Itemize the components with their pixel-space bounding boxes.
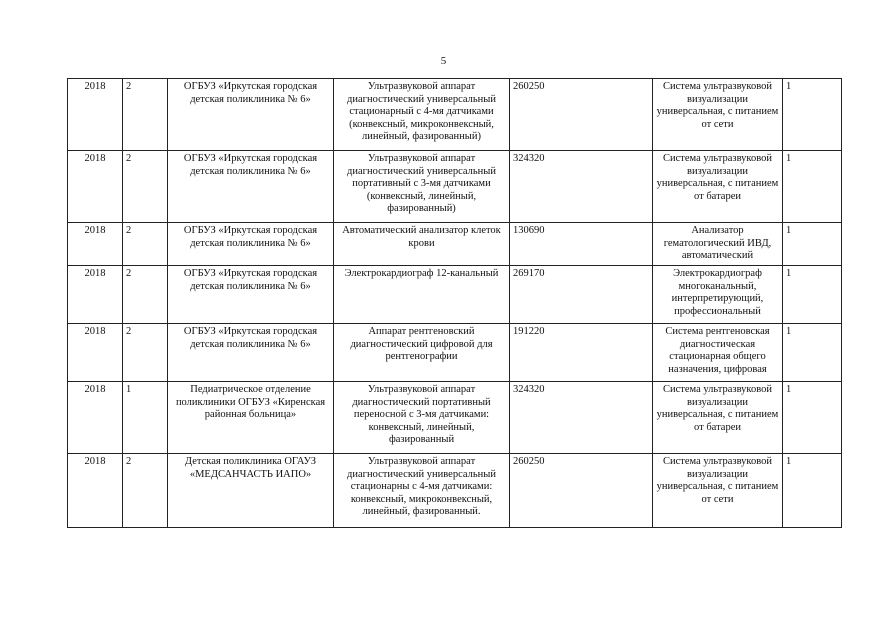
- count-cell: 2: [123, 151, 168, 223]
- classification-cell: Система ультразвуковой визуализации универсальная, с питанием от сети: [653, 79, 783, 151]
- organization-cell: ОГБУЗ «Иркутская городская детская поликлиника № 6»: [168, 324, 334, 382]
- device-cell: Ультразвуковой аппарат диагностический универсальный стационарны с 4-мя датчиками: конвексный, микроконвексный, линейный, фазированный.: [334, 454, 510, 528]
- classification-cell: Анализатор гематологический ИВД, автоматический: [653, 223, 783, 266]
- count-cell: 1: [123, 382, 168, 454]
- table-row: [68, 151, 842, 223]
- quantity-cell: 1: [783, 266, 842, 324]
- code-cell: 260250: [510, 79, 653, 151]
- code-cell: 324320: [510, 151, 653, 223]
- code-cell: 269170: [510, 266, 653, 324]
- quantity-cell: 1: [783, 454, 842, 528]
- device-cell: Ультразвуковой аппарат диагностический универсальный портативный с 3-мя датчиками (конвексный, линейный, фазированный): [334, 151, 510, 223]
- classification-cell: Система ультразвуковой визуализации универсальная, с питанием от батареи: [653, 382, 783, 454]
- code-cell: 260250: [510, 454, 653, 528]
- page-number: 5: [440, 55, 447, 67]
- device-cell: Ультразвуковой аппарат диагностический универсальный стационарный с 4-мя датчиками (конвексный, микроконвексный, линейный, фазированный): [334, 79, 510, 151]
- organization-cell: ОГБУЗ «Иркутская городская детская поликлиника № 6»: [168, 79, 334, 151]
- table-row: [68, 223, 842, 266]
- organization-cell: Педиатрическое отделение поликлиники ОГБУЗ «Киренская районная больница»: [168, 382, 334, 454]
- quantity-cell: 1: [783, 79, 842, 151]
- table-row: [68, 79, 842, 151]
- count-cell: 2: [123, 223, 168, 266]
- year-cell: 2018: [68, 266, 123, 324]
- organization-cell: ОГБУЗ «Иркутская городская детская поликлиника № 6»: [168, 266, 334, 324]
- device-cell: Ультразвуковой аппарат диагностический портативный переносной с 3-мя датчиками: конвексный, линейный, фазированный: [334, 382, 510, 454]
- organization-cell: ОГБУЗ «Иркутская городская детская поликлиника № 6»: [168, 151, 334, 223]
- table-row: [68, 266, 842, 324]
- device-cell: Автоматический анализатор клеток крови: [334, 223, 510, 266]
- classification-cell: Система ультразвуковой визуализации универсальная, с питанием от сети: [653, 454, 783, 528]
- classification-cell: Электрокардиограф многоканальный, интерпретирующий, профессиональный: [653, 266, 783, 324]
- organization-cell: ОГБУЗ «Иркутская городская детская поликлиника № 6»: [168, 223, 334, 266]
- count-cell: 2: [123, 324, 168, 382]
- classification-cell: Система рентгеновская диагностическая стационарная общего назначения, цифровая: [653, 324, 783, 382]
- year-cell: 2018: [68, 151, 123, 223]
- count-cell: 2: [123, 79, 168, 151]
- year-cell: 2018: [68, 324, 123, 382]
- year-cell: 2018: [68, 79, 123, 151]
- code-cell: 130690: [510, 223, 653, 266]
- quantity-cell: 1: [783, 223, 842, 266]
- classification-cell: Система ультразвуковой визуализации универсальная, с питанием от батареи: [653, 151, 783, 223]
- count-cell: 2: [123, 266, 168, 324]
- table-row: [68, 382, 842, 454]
- table-body: [68, 79, 842, 528]
- code-cell: 191220: [510, 324, 653, 382]
- device-cell: Электрокардиограф 12-канальный: [334, 266, 510, 324]
- count-cell: 2: [123, 454, 168, 528]
- device-cell: Аппарат рентгеновский диагностический цифровой для рентгенографии: [334, 324, 510, 382]
- year-cell: 2018: [68, 223, 123, 266]
- quantity-cell: 1: [783, 382, 842, 454]
- code-cell: 324320: [510, 382, 653, 454]
- quantity-cell: 1: [783, 324, 842, 382]
- table-row: [68, 454, 842, 528]
- organization-cell: Детская поликлиника ОГАУЗ «МЕДСАНЧАСТЬ ИАПО»: [168, 454, 334, 528]
- table-row: [68, 324, 842, 382]
- year-cell: 2018: [68, 382, 123, 454]
- quantity-cell: 1: [783, 151, 842, 223]
- year-cell: 2018: [68, 454, 123, 528]
- equipment-table: [67, 78, 842, 528]
